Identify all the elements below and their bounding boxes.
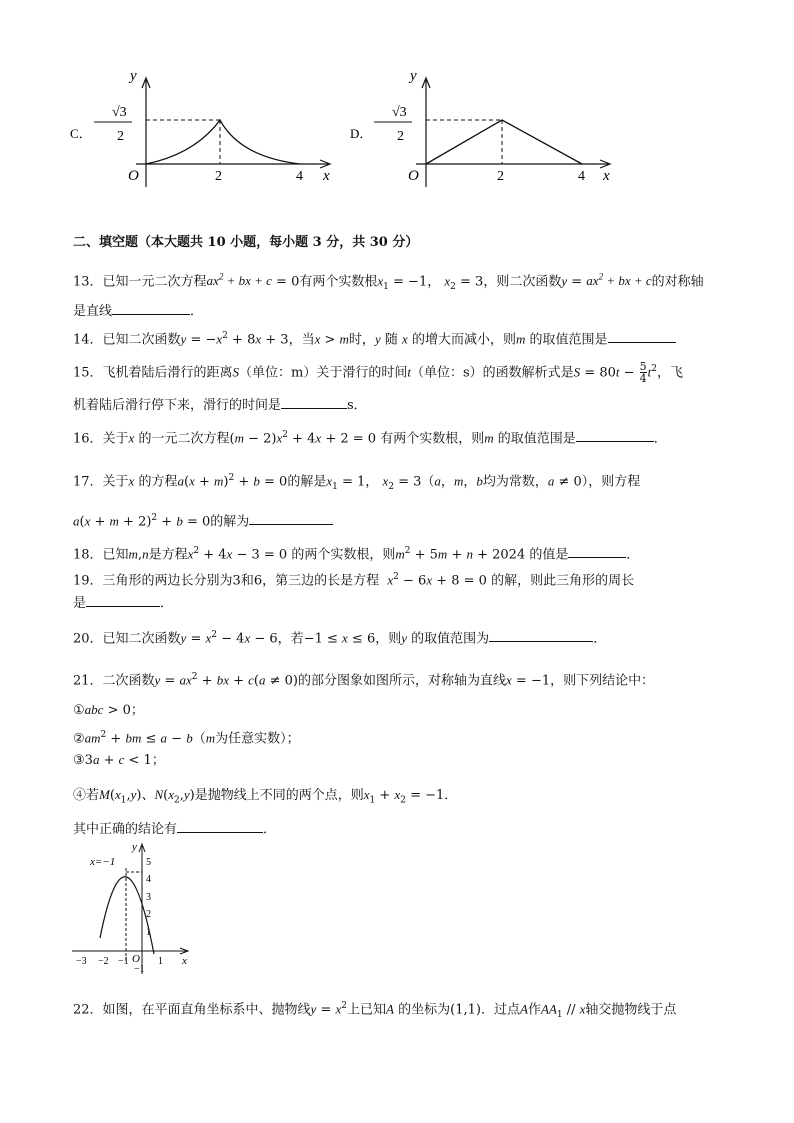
question-16: 16．关于x 的一元二次方程$(m - 2)x^2 + 4x + 2 = 0$ 有两个实数根，则m 的取值范围是 ．	[73, 426, 667, 448]
question-13-cont: 是直线 ．	[73, 300, 203, 321]
y-axis-label: y	[410, 68, 417, 84]
question-22: 22．如图，在平面直角坐标系中、抛物线$y = x^2$上已知A 的坐标为(1,1)．过点A作$AA_1$ // x轴交抛物线于点	[73, 1001, 677, 1020]
x-axis-label: x	[182, 955, 187, 967]
origin-label: O	[132, 953, 140, 965]
question-15: 15．飞机着陆后滑行的距离S（单位：m）关于滑行的时间t（单位：s）的函数解析式是S = 80t − $\frac{5}{4}$ $t^2$，飞	[73, 360, 684, 386]
curve-d	[426, 120, 582, 164]
ytick-neg1: −1	[134, 964, 145, 975]
question-14: 14．已知二次函数$y = -x^2 + 8x + 3$，当x > m时，y 随 x 的增大而减小，则m 的取值范围是	[73, 327, 676, 349]
option-c-label: C．	[70, 126, 92, 141]
q21-option-2: $②am^2$ + bm ≤ a − b（m为任意实数）；	[73, 730, 300, 747]
question-20: 20．已知二次函数$y = x^2 - 4x - 6$，若−1 ≤ x ≤ 6，则y 的取值范围为 ．	[73, 626, 606, 648]
symmetry-axis-label: x=−1	[90, 856, 116, 868]
ytick-numerator: √3	[112, 105, 127, 120]
question-15-cont: 机着陆后滑行停下来，滑行的时间是 s．	[73, 394, 367, 415]
section-title: 二、填空题（本大题共 10 小题，每小题 3 分，共 30 分）	[73, 235, 419, 250]
xtick-neg3: −3	[76, 956, 87, 967]
xtick-neg2: −2	[98, 956, 109, 967]
question-18: 18．已知m,n是方程$x^2 + 4x - 3 = 0$ 的两个实数根，则$m^2 + 5m + n + 2024$ 的值是 ．	[73, 542, 639, 564]
x-axis-label: x	[323, 168, 330, 184]
xtick-2: 2	[497, 169, 504, 184]
question-17: 17．关于x 的方程$a(x + m)^2 + b = 0$的解是$x_1 = 1$， $x_2 = 3(a$，m，b均为常数，a ≠ 0），则方程	[73, 473, 641, 492]
ytick-3: 3	[146, 892, 151, 903]
ytick-5: 5	[146, 857, 151, 868]
q21-conclusion: 其中正确的结论有 ．	[73, 818, 276, 839]
graph-d	[350, 62, 620, 192]
question-19-cont: 是 ．	[73, 592, 173, 613]
xtick-1: 1	[158, 956, 163, 967]
ytick-2: 2	[146, 909, 151, 920]
ytick-1: 1	[146, 927, 151, 938]
parabola-21	[100, 877, 154, 954]
xtick-2: 2	[215, 169, 222, 184]
q21-option-3: ③3a + c < 1；	[73, 752, 165, 768]
xtick-4: 4	[578, 169, 585, 184]
curve-c	[146, 120, 300, 164]
question-17-cont: $a(x + m + 2)^2 + b = 0$的解为	[73, 509, 333, 531]
graph-21	[70, 838, 200, 978]
ytick-denominator: 2	[117, 129, 124, 144]
origin-label: O	[128, 168, 139, 184]
xtick-neg1: −1	[118, 956, 129, 967]
ytick-4: 4	[146, 874, 151, 885]
xtick-4: 4	[296, 169, 303, 184]
y-axis-label: y	[130, 68, 137, 84]
q21-option-4: ④若$M(x_1,y)$、$N(x_2,y)$是抛物线上不同的两个点，则$x_1 + x_2 = -1$．	[73, 787, 458, 806]
ytick-numerator: √3	[392, 105, 407, 120]
q21-option-1: ①abc > 0；	[73, 702, 144, 718]
option-d-label: D．	[350, 126, 373, 141]
question-21: 21．二次函数$y = ax^2$ + bx + c(a ≠ 0)的部分图象如图所示，对称轴为直线x = −1，则下列结论中：	[73, 672, 655, 689]
question-13: 13．已知一元二次方程$ax^2$ + bx + c = 0有两个实数根$x_1 = -1$， $x_2 = 3$，则二次函数$y = ax^2$ + bx + c的对称轴	[73, 272, 704, 292]
ytick-denominator: 2	[397, 129, 404, 144]
origin-label: O	[408, 168, 419, 184]
graph-c	[70, 62, 340, 192]
x-axis-label: x	[603, 168, 610, 184]
y-axis-label: y	[132, 841, 137, 853]
question-19: 19．三角形的两边长分别为3和6，第三边的长是方程 $x^2 - 6x + 8 = 0$ 的解，则此三角形的周长	[73, 572, 635, 589]
